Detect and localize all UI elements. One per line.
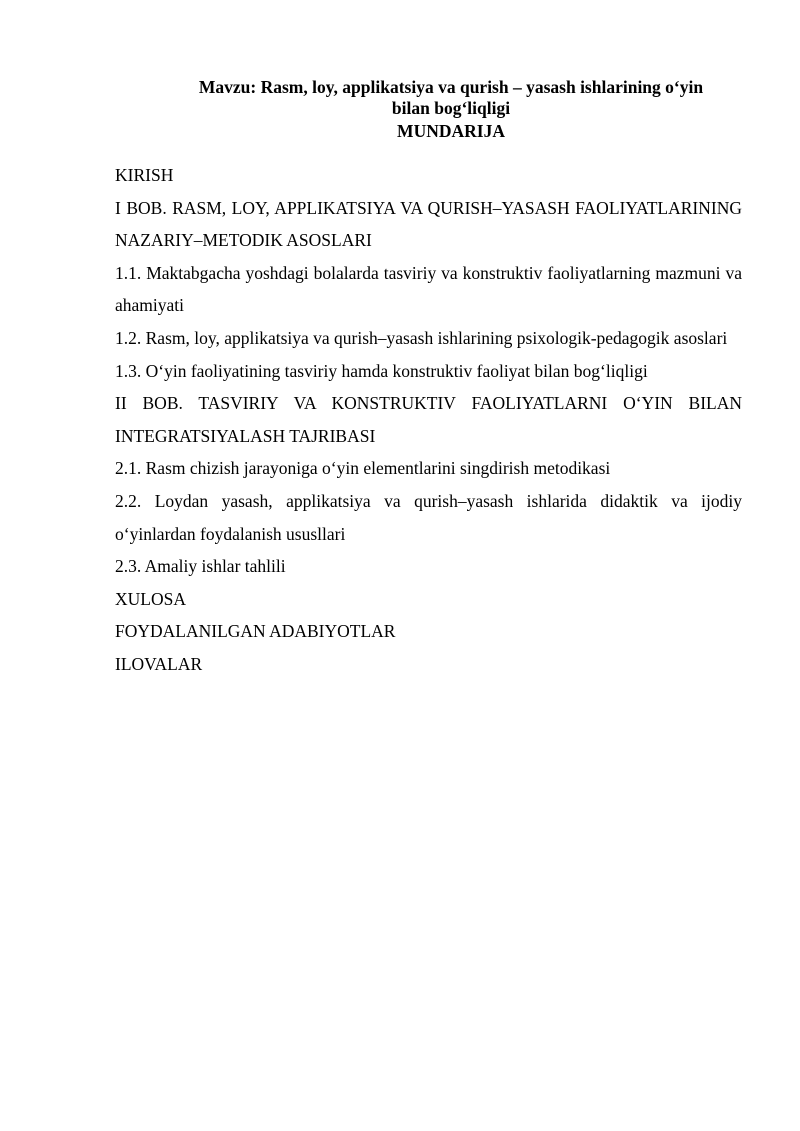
toc-item-2-3: 2.3. Amaliy ishlar tahlili <box>115 556 286 577</box>
toc-item-1-1: 1.1. Maktabgacha yoshdagi bolalarda tasviriy va konstruktiv faoliyatlarning mazmuni va ahamiyati <box>115 262 742 316</box>
topic-line-1: Mavzu: Rasm, loy, applikatsiya va qurish – yasash ishlarining o‘yin <box>198 77 704 97</box>
toc-item-references: FOYDALANILGAN ADABIYOTLAR <box>115 621 396 642</box>
toc-item-chapter-2: II BOB. TASVIRIY VA KONSTRUKTIV FAOLIYATLARNI O‘YIN BILAN INTEGRATSIYALASH TAJRIBASI <box>115 393 742 446</box>
toc-item-chapter-1: I BOB. RASM, LOY, APPLIKATSIYA VA QURISH–YASASH FAOLIYATLARINING NAZARIY–METODIK ASOSLARI <box>115 197 742 251</box>
toc-item-2-1: 2.1. Rasm chizish jarayoniga o‘yin elementlarini singdirish metodikasi <box>115 458 611 479</box>
document-topic <box>115 77 742 119</box>
toc-item-1-2: 1.2. Rasm, loy, applikatsiya va qurish–yasash ishlarining psixologik-pedagogik asoslari <box>115 327 728 348</box>
topic-line-2: bilan bog‘liqligi <box>391 98 511 118</box>
table-of-contents <box>115 159 742 681</box>
toc-item-conclusion: XULOSA <box>115 588 186 609</box>
toc-item-2-2: 2.2. Loydan yasash, applikatsiya va qurish–yasash ishlarida didaktik va ijodiy o‘yinlardan foydalanish ususllari <box>115 490 742 544</box>
toc-item-appendices: ILOVALAR <box>115 653 203 674</box>
toc-item-intro: KIRISH <box>115 165 174 185</box>
toc-item-1-3: 1.3. O‘yin faoliyatining tasviriy hamda konstruktiv faoliyat bilan bog‘liqligi <box>115 360 648 381</box>
toc-heading: MUNDARIJA <box>397 121 505 141</box>
